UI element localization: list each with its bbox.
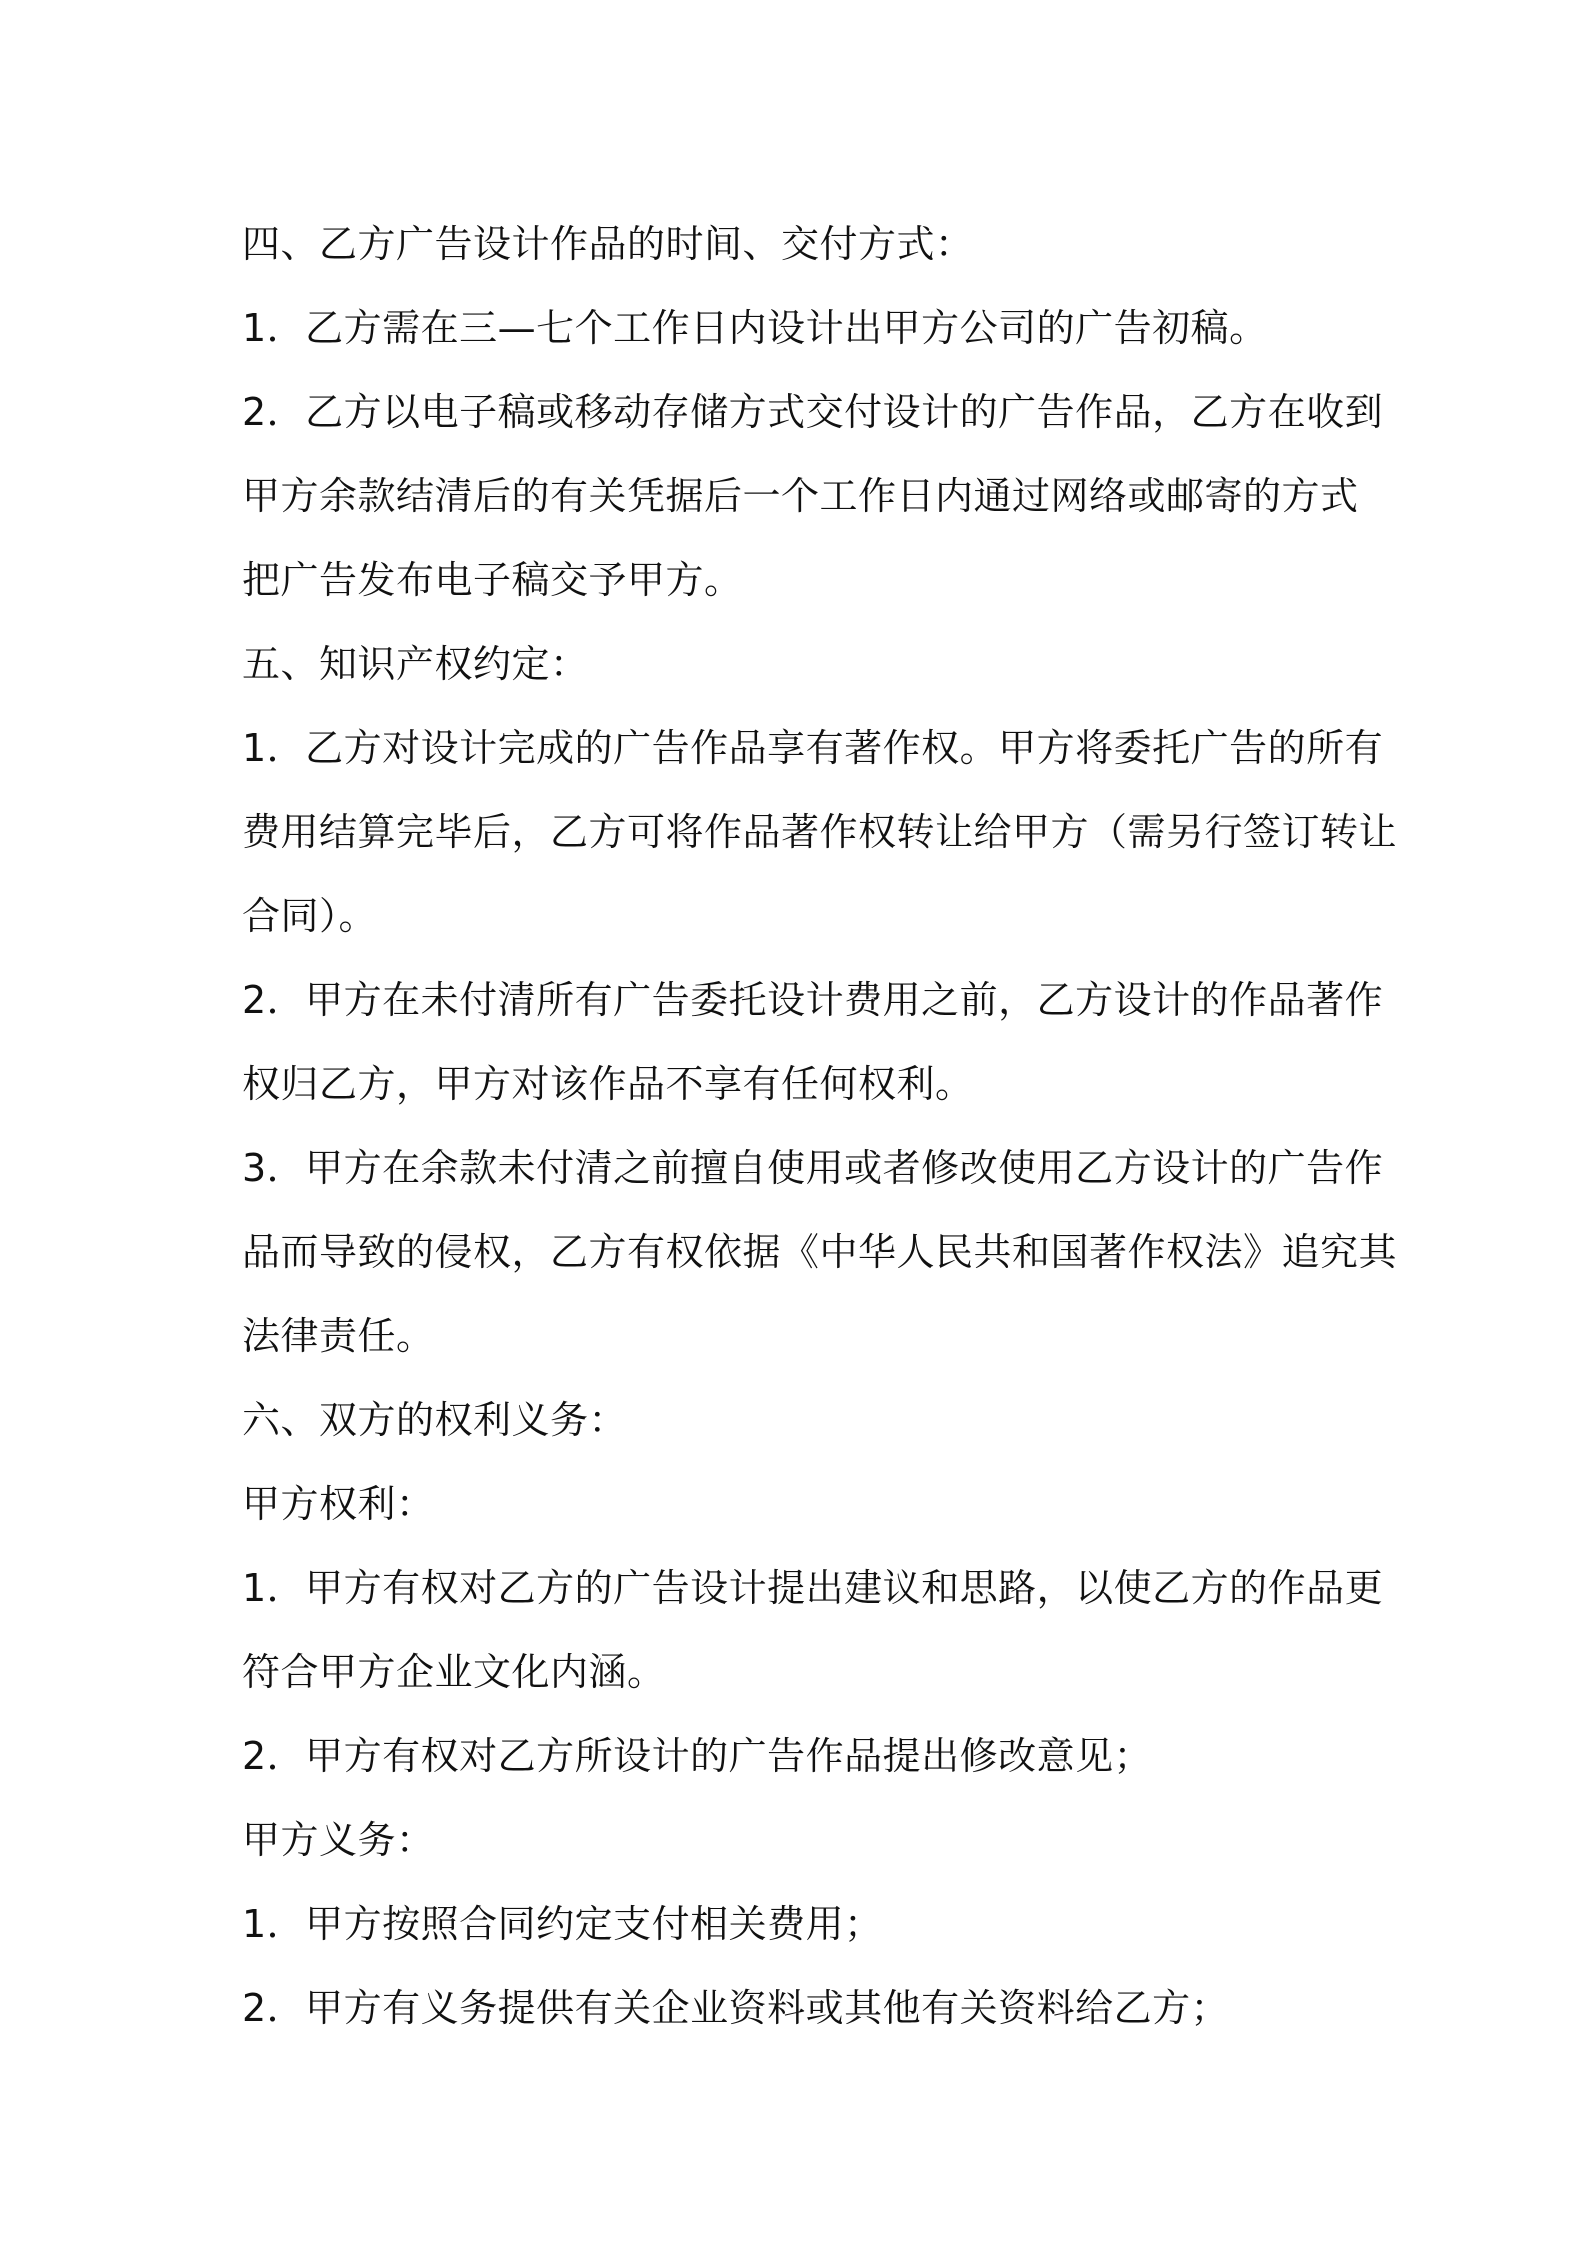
text-line: 甲方余款结清后的有关凭据后一个工作日内通过网络或邮寄的方式	[242, 474, 1359, 518]
text-line: 合同）。	[242, 894, 378, 938]
text-line: 符合甲方企业文化内涵。	[242, 1650, 666, 1694]
document-page	[242, 202, 1398, 2050]
text-line: 法律责任。	[242, 1314, 435, 1358]
text-line: 权归乙方，甲方对该作品不享有任何权利。	[242, 1062, 974, 1106]
section-heading-6: 六、双方的权利义务：	[242, 1398, 628, 1442]
text-line: 1．乙方对设计完成的广告作品享有著作权。甲方将委托广告的所有	[242, 726, 1384, 770]
subheading-party-a-obligations: 甲方义务：	[242, 1818, 435, 1862]
section-heading-5: 五、知识产权约定：	[242, 642, 589, 686]
text-line: 3．甲方在余款未付清之前擅自使用或者修改使用乙方设计的广告作	[242, 1146, 1384, 1190]
subheading-party-a-rights: 甲方权利：	[242, 1482, 435, 1526]
text-line: 2．甲方在未付清所有广告委托设计费用之前，乙方设计的作品著作	[242, 978, 1384, 1022]
text-line: 把广告发布电子稿交予甲方。	[242, 558, 743, 602]
text-line: 费用结算完毕后，乙方可将作品著作权转让给甲方（需另行签订转让	[242, 810, 1398, 854]
text-line: 1．甲方按照合同约定支付相关费用；	[242, 1902, 883, 1946]
text-line: 2．甲方有义务提供有关企业资料或其他有关资料给乙方；	[242, 1986, 1230, 2030]
section-heading-4: 四、乙方广告设计作品的时间、交付方式：	[242, 222, 974, 266]
text-line: 品而导致的侵权，乙方有权依据《中华人民共和国著作权法》追究其	[242, 1230, 1398, 1274]
text-line: 2．乙方以电子稿或移动存储方式交付设计的广告作品，乙方在收到	[242, 390, 1384, 434]
text-line: 1．甲方有权对乙方的广告设计提出建议和思路，以使乙方的作品更	[242, 1566, 1384, 1610]
text-line: 1．乙方需在三—七个工作日内设计出甲方公司的广告初稿。	[242, 306, 1268, 350]
text-line: 2．甲方有权对乙方所设计的广告作品提出修改意见；	[242, 1734, 1153, 1778]
